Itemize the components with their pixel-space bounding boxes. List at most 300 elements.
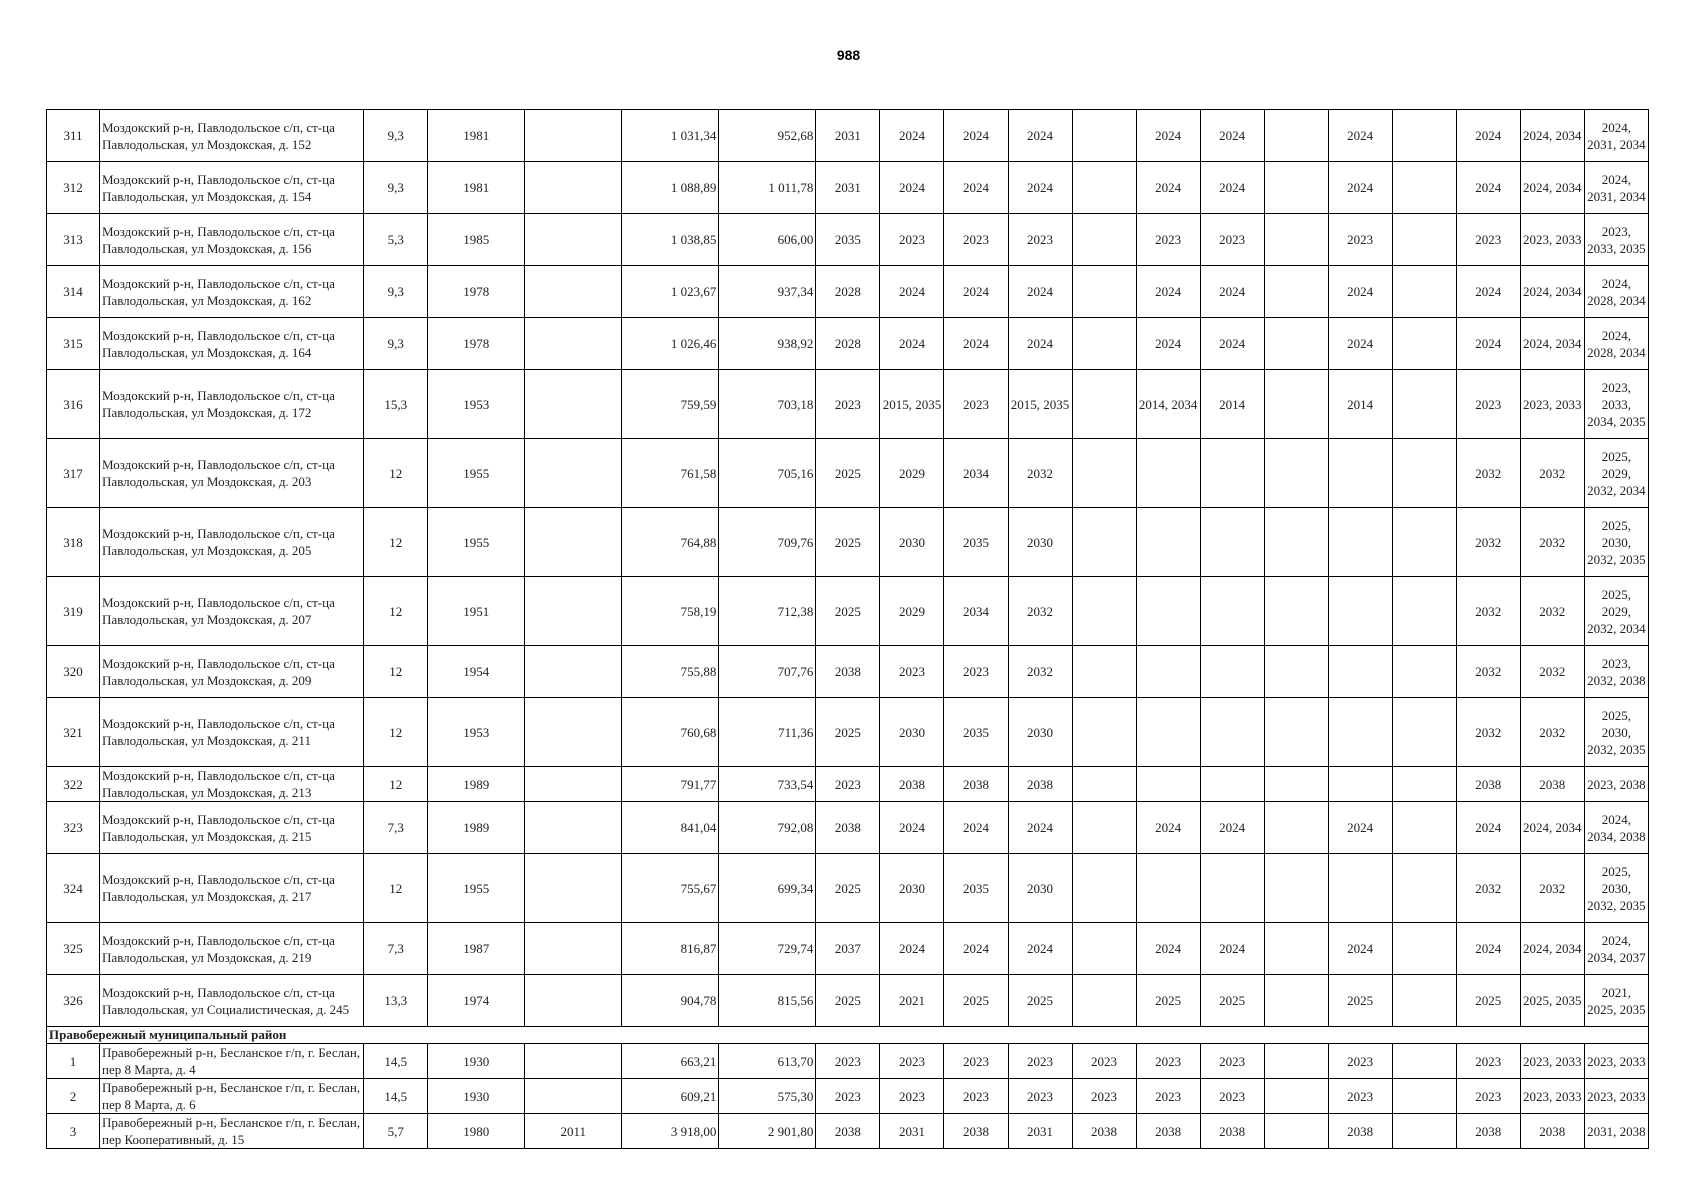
data-cell: 2030: [1008, 698, 1072, 767]
data-cell: 2024: [944, 318, 1008, 370]
data-cell: 1985: [428, 214, 525, 266]
data-cell: 1978: [428, 318, 525, 370]
data-cell: [1200, 439, 1264, 508]
data-cell: [1072, 646, 1136, 698]
data-cell: [1392, 646, 1456, 698]
data-cell: 2024: [944, 802, 1008, 854]
data-cell: 2023: [1456, 1044, 1520, 1079]
data-cell: 12: [364, 439, 428, 508]
data-cell: 2032: [1520, 508, 1584, 577]
row-number: 322: [47, 767, 100, 802]
data-cell: 2031, 2038: [1584, 1114, 1648, 1149]
data-cell: 707,76: [719, 646, 816, 698]
row-number: 315: [47, 318, 100, 370]
data-cell: 9,3: [364, 266, 428, 318]
data-cell: 606,00: [719, 214, 816, 266]
data-cell: 1 088,89: [622, 162, 719, 214]
data-cell: 2030: [880, 854, 944, 923]
data-cell: [1264, 439, 1328, 508]
data-cell: [1328, 646, 1392, 698]
data-cell: 2031: [1008, 1114, 1072, 1149]
data-cell: [1200, 508, 1264, 577]
data-cell: 2024, 2034: [1520, 923, 1584, 975]
data-cell: [525, 923, 622, 975]
data-cell: 2038: [1008, 767, 1072, 802]
data-cell: [1328, 767, 1392, 802]
data-cell: 2025: [816, 854, 880, 923]
data-cell: 2023: [944, 214, 1008, 266]
data-cell: [1392, 923, 1456, 975]
data-cell: 2038: [1520, 1114, 1584, 1149]
table-row: [47, 1044, 1649, 1079]
data-cell: 2038: [944, 767, 1008, 802]
data-cell: 2032: [1456, 854, 1520, 923]
data-cell: [525, 439, 622, 508]
data-cell: [1200, 767, 1264, 802]
data-cell: [1264, 577, 1328, 646]
data-cell: 952,68: [719, 110, 816, 162]
data-cell: [1392, 266, 1456, 318]
data-cell: 2024: [1328, 110, 1392, 162]
data-cell: [525, 646, 622, 698]
data-cell: 2025, 2029, 2032, 2034: [1584, 439, 1648, 508]
data-cell: 2038: [1136, 1114, 1200, 1149]
table-body-upper: [47, 110, 1649, 767]
data-cell: 2032: [1008, 439, 1072, 508]
data-cell: [1264, 854, 1328, 923]
data-cell: [1072, 508, 1136, 577]
data-cell: 2024: [1328, 266, 1392, 318]
data-cell: [1072, 923, 1136, 975]
data-cell: 2025: [816, 508, 880, 577]
data-cell: [1072, 318, 1136, 370]
data-cell: 2024: [1456, 110, 1520, 162]
data-cell: [1200, 854, 1264, 923]
address-cell: Моздокский р-н, Павлодольское с/п, ст-ца Павлодольская, ул Моздокская, д. 211: [100, 698, 364, 767]
data-cell: [1264, 214, 1328, 266]
data-cell: 2025: [944, 975, 1008, 1027]
row-number: 323: [47, 802, 100, 854]
data-cell: 2037: [816, 923, 880, 975]
data-cell: [525, 767, 622, 802]
data-cell: 2024: [880, 923, 944, 975]
data-cell: [1264, 646, 1328, 698]
data-cell: 2024, 2034: [1520, 318, 1584, 370]
data-cell: 2025, 2030, 2032, 2035: [1584, 698, 1648, 767]
data-cell: 15,3: [364, 370, 428, 439]
data-cell: [1264, 975, 1328, 1027]
data-cell: 2023, 2033: [1584, 1044, 1648, 1079]
table-row: [47, 1114, 1649, 1149]
data-cell: 7,3: [364, 923, 428, 975]
address-cell: Моздокский р-н, Павлодольское с/п, ст-ца Павлодольская, ул Моздокская, д. 213: [100, 767, 364, 802]
row-number: 3: [47, 1114, 100, 1149]
data-cell: 2024: [1328, 923, 1392, 975]
data-cell: 2024: [1456, 802, 1520, 854]
data-cell: 2011: [525, 1114, 622, 1149]
data-cell: 791,77: [622, 767, 719, 802]
data-cell: 2023, 2033, 2035: [1584, 214, 1648, 266]
address-cell: Моздокский р-н, Павлодольское с/п, ст-ца Павлодольская, ул Моздокская, д. 215: [100, 802, 364, 854]
data-cell: 2030: [880, 698, 944, 767]
data-cell: 2025: [1136, 975, 1200, 1027]
data-cell: 2023: [1072, 1079, 1136, 1114]
data-cell: 12: [364, 767, 428, 802]
data-cell: [1264, 318, 1328, 370]
data-cell: 12: [364, 577, 428, 646]
data-cell: 938,92: [719, 318, 816, 370]
row-number: 313: [47, 214, 100, 266]
data-cell: 1953: [428, 370, 525, 439]
data-cell: 699,34: [719, 854, 816, 923]
data-cell: 2023: [944, 1044, 1008, 1079]
data-cell: 1954: [428, 646, 525, 698]
data-cell: 2024, 2034, 2038: [1584, 802, 1648, 854]
row-number: 314: [47, 266, 100, 318]
data-cell: 2032: [1520, 646, 1584, 698]
data-cell: 2024: [1456, 162, 1520, 214]
data-cell: 2024: [1136, 266, 1200, 318]
data-cell: 2038: [1456, 1114, 1520, 1149]
table-body-pravoberezhny: [47, 1044, 1649, 1149]
data-cell: 2025: [1456, 975, 1520, 1027]
data-cell: 2023: [1200, 214, 1264, 266]
data-cell: 2024: [880, 802, 944, 854]
data-cell: 904,78: [622, 975, 719, 1027]
data-cell: 12: [364, 508, 428, 577]
data-cell: 2024: [1136, 802, 1200, 854]
table-section: [47, 1027, 1649, 1044]
data-cell: 2023: [1456, 214, 1520, 266]
data-cell: 2024: [1328, 802, 1392, 854]
data-cell: 2025: [1008, 975, 1072, 1027]
data-cell: [1136, 439, 1200, 508]
data-cell: 2023: [1136, 1079, 1200, 1114]
data-cell: 2023: [1328, 214, 1392, 266]
data-cell: [1072, 439, 1136, 508]
data-cell: 2030: [1008, 508, 1072, 577]
data-cell: [1328, 439, 1392, 508]
data-cell: [525, 1079, 622, 1114]
data-cell: 2038: [880, 767, 944, 802]
address-cell: Моздокский р-н, Павлодольское с/п, ст-ца Павлодольская, ул Моздокская, д. 209: [100, 646, 364, 698]
data-cell: 2014: [1328, 370, 1392, 439]
data-cell: [525, 318, 622, 370]
data-cell: 9,3: [364, 318, 428, 370]
data-cell: 2032: [1456, 439, 1520, 508]
data-cell: 1955: [428, 508, 525, 577]
data-cell: 5,3: [364, 214, 428, 266]
data-cell: [1072, 266, 1136, 318]
data-cell: 2024: [1456, 923, 1520, 975]
data-cell: 2024: [944, 110, 1008, 162]
data-cell: 2023: [816, 1044, 880, 1079]
data-cell: 2024: [1200, 162, 1264, 214]
data-cell: [1264, 698, 1328, 767]
data-cell: 759,59: [622, 370, 719, 439]
data-cell: 761,58: [622, 439, 719, 508]
data-cell: 1 038,85: [622, 214, 719, 266]
data-cell: [1264, 1114, 1328, 1149]
data-cell: [1200, 698, 1264, 767]
data-cell: [1072, 214, 1136, 266]
data-cell: 2024: [1328, 318, 1392, 370]
data-cell: [525, 508, 622, 577]
data-cell: [1136, 767, 1200, 802]
data-cell: 2024, 2034: [1520, 266, 1584, 318]
row-number: 2: [47, 1079, 100, 1114]
data-cell: 7,3: [364, 802, 428, 854]
data-cell: [1392, 1079, 1456, 1114]
data-cell: [1072, 802, 1136, 854]
data-cell: [1264, 508, 1328, 577]
table-row: [47, 698, 1649, 767]
data-cell: 1955: [428, 854, 525, 923]
data-cell: 2014: [1200, 370, 1264, 439]
data-cell: [1136, 508, 1200, 577]
data-cell: 2031: [880, 1114, 944, 1149]
data-cell: 1 031,34: [622, 110, 719, 162]
table-row: [47, 854, 1649, 923]
data-cell: 2023: [1072, 1044, 1136, 1079]
data-cell: 2023: [816, 767, 880, 802]
data-cell: 2024, 2031, 2034: [1584, 110, 1648, 162]
data-cell: 14,5: [364, 1079, 428, 1114]
data-cell: 12: [364, 646, 428, 698]
data-cell: 2038: [816, 646, 880, 698]
data-cell: 2024, 2034: [1520, 110, 1584, 162]
table-row: [47, 767, 1649, 802]
data-cell: 2023, 2032, 2038: [1584, 646, 1648, 698]
data-cell: 1989: [428, 802, 525, 854]
data-cell: [1264, 1044, 1328, 1079]
data-cell: 2035: [944, 508, 1008, 577]
data-cell: [1072, 975, 1136, 1027]
data-cell: 792,08: [719, 802, 816, 854]
data-cell: 2024: [1200, 110, 1264, 162]
data-cell: [1264, 802, 1328, 854]
data-cell: 705,16: [719, 439, 816, 508]
data-cell: 5,7: [364, 1114, 428, 1149]
data-cell: 2025, 2029, 2032, 2034: [1584, 577, 1648, 646]
section-row: [47, 1027, 1649, 1044]
table-row: [47, 923, 1649, 975]
data-cell: 1981: [428, 162, 525, 214]
data-cell: 2024: [1008, 110, 1072, 162]
data-cell: [525, 370, 622, 439]
data-cell: [1072, 698, 1136, 767]
data-cell: 2029: [880, 439, 944, 508]
data-cell: 2038: [1072, 1114, 1136, 1149]
data-cell: [525, 1044, 622, 1079]
data-cell: 2035: [944, 854, 1008, 923]
data-cell: 733,54: [719, 767, 816, 802]
data-cell: 2023: [1456, 370, 1520, 439]
data-cell: 816,87: [622, 923, 719, 975]
data-cell: [1136, 577, 1200, 646]
table-row: [47, 110, 1649, 162]
data-cell: [1392, 1044, 1456, 1079]
data-cell: 2024, 2034: [1520, 162, 1584, 214]
data-cell: 2024: [944, 266, 1008, 318]
data-cell: [1072, 577, 1136, 646]
data-cell: 1980: [428, 1114, 525, 1149]
data-cell: 2023: [880, 1044, 944, 1079]
data-cell: 2035: [944, 698, 1008, 767]
data-cell: 1989: [428, 767, 525, 802]
address-cell: Моздокский р-н, Павлодольское с/п, ст-ца Павлодольская, ул Моздокская, д. 203: [100, 439, 364, 508]
data-cell: 2024: [1200, 923, 1264, 975]
data-cell: 711,36: [719, 698, 816, 767]
data-cell: 2023, 2033, 2034, 2035: [1584, 370, 1648, 439]
data-cell: 2023, 2033: [1520, 370, 1584, 439]
data-cell: [1392, 508, 1456, 577]
address-cell: Моздокский р-н, Павлодольское с/п, ст-ца Павлодольская, ул Социалистическая, д. 245: [100, 975, 364, 1027]
data-cell: 609,21: [622, 1079, 719, 1114]
address-cell: Моздокский р-н, Павлодольское с/п, ст-ца Павлодольская, ул Моздокская, д. 164: [100, 318, 364, 370]
data-cell: 2024, 2034, 2037: [1584, 923, 1648, 975]
data-cell: 2032: [1456, 577, 1520, 646]
data-cell: 1951: [428, 577, 525, 646]
data-cell: 2024: [1008, 802, 1072, 854]
data-cell: 2038: [1200, 1114, 1264, 1149]
data-cell: 2015, 2035: [1008, 370, 1072, 439]
data-cell: [1328, 508, 1392, 577]
data-cell: 2023: [880, 1079, 944, 1114]
data-cell: 2024: [944, 923, 1008, 975]
data-cell: [1392, 802, 1456, 854]
data-cell: 2025: [816, 975, 880, 1027]
data-cell: 2024: [1200, 802, 1264, 854]
table-row: [47, 975, 1649, 1027]
row-number: 318: [47, 508, 100, 577]
data-cell: [1392, 975, 1456, 1027]
data-cell: 2023: [1008, 214, 1072, 266]
address-cell: Правобережный р-н, Бесланское г/п, г. Беслан, пер Кооперативный, д. 15: [100, 1114, 364, 1149]
data-cell: [525, 802, 622, 854]
data-cell: [1392, 767, 1456, 802]
data-cell: 2023: [1008, 1044, 1072, 1079]
data-cell: 2023: [1200, 1044, 1264, 1079]
data-cell: [1264, 370, 1328, 439]
data-cell: 1955: [428, 439, 525, 508]
row-number: 316: [47, 370, 100, 439]
data-cell: 2032: [1520, 698, 1584, 767]
data-cell: 2023: [944, 370, 1008, 439]
data-cell: 2031: [816, 110, 880, 162]
data-cell: 1981: [428, 110, 525, 162]
data-cell: 1 023,67: [622, 266, 719, 318]
table-row: [47, 266, 1649, 318]
data-cell: [1392, 318, 1456, 370]
data-cell: 2021: [880, 975, 944, 1027]
address-cell: Моздокский р-н, Павлодольское с/п, ст-ца Павлодольская, ул Моздокская, д. 217: [100, 854, 364, 923]
data-cell: 2024, 2031, 2034: [1584, 162, 1648, 214]
data-cell: 2024: [1136, 318, 1200, 370]
data-cell: 2025: [1200, 975, 1264, 1027]
data-cell: 613,70: [719, 1044, 816, 1079]
data-cell: [1072, 110, 1136, 162]
data-cell: [1264, 162, 1328, 214]
data-cell: 1974: [428, 975, 525, 1027]
data-cell: [1200, 577, 1264, 646]
data-cell: 2024: [880, 318, 944, 370]
table-row: [47, 1079, 1649, 1114]
data-cell: 2023: [816, 370, 880, 439]
data-cell: 2021, 2025, 2035: [1584, 975, 1648, 1027]
data-cell: 2024: [944, 162, 1008, 214]
row-number: 311: [47, 110, 100, 162]
data-cell: 2038: [1520, 767, 1584, 802]
data-cell: 9,3: [364, 162, 428, 214]
row-number: 319: [47, 577, 100, 646]
data-cell: [1136, 646, 1200, 698]
data-cell: [1264, 1079, 1328, 1114]
address-cell: Моздокский р-н, Павлодольское с/п, ст-ца Павлодольская, ул Моздокская, д. 154: [100, 162, 364, 214]
data-cell: [525, 577, 622, 646]
data-cell: 2024: [1008, 318, 1072, 370]
data-cell: 2030: [880, 508, 944, 577]
data-cell: 2023: [1136, 1044, 1200, 1079]
data-cell: 1 026,46: [622, 318, 719, 370]
data-cell: 2024: [880, 266, 944, 318]
data-cell: [1072, 854, 1136, 923]
data-cell: 2024: [1200, 266, 1264, 318]
data-cell: 2024: [1008, 162, 1072, 214]
data-cell: [1200, 646, 1264, 698]
address-cell: Правобережный р-н, Бесланское г/п, г. Беслан, пер 8 Марта, д. 6: [100, 1079, 364, 1114]
data-cell: [525, 854, 622, 923]
data-cell: 815,56: [719, 975, 816, 1027]
data-cell: 2024: [880, 110, 944, 162]
data-cell: 2023, 2033: [1520, 1044, 1584, 1079]
data-cell: 1987: [428, 923, 525, 975]
address-cell: Моздокский р-н, Павлодольское с/п, ст-ца Павлодольская, ул Моздокская, д. 219: [100, 923, 364, 975]
data-cell: 1 011,78: [719, 162, 816, 214]
data-cell: 2024: [1136, 110, 1200, 162]
data-cell: 2024: [1136, 923, 1200, 975]
data-cell: 841,04: [622, 802, 719, 854]
data-cell: 1953: [428, 698, 525, 767]
data-cell: 2023, 2033: [1584, 1079, 1648, 1114]
data-cell: [1392, 698, 1456, 767]
data-cell: 760,68: [622, 698, 719, 767]
data-cell: 2024: [1328, 162, 1392, 214]
data-cell: 2034: [944, 439, 1008, 508]
data-cell: 2023: [1328, 1044, 1392, 1079]
data-cell: [1392, 439, 1456, 508]
data-cell: 2023: [944, 646, 1008, 698]
data-cell: 9,3: [364, 110, 428, 162]
data-cell: [1136, 854, 1200, 923]
data-cell: [1328, 854, 1392, 923]
data-cell: 758,19: [622, 577, 719, 646]
data-cell: 703,18: [719, 370, 816, 439]
data-cell: 2024, 2034: [1520, 802, 1584, 854]
table-row: [47, 646, 1649, 698]
address-cell: Моздокский р-н, Павлодольское с/п, ст-ца Павлодольская, ул Моздокская, д. 172: [100, 370, 364, 439]
data-cell: 2029: [880, 577, 944, 646]
data-cell: 2023: [1328, 1079, 1392, 1114]
row-number: 320: [47, 646, 100, 698]
data-cell: 2023: [1008, 1079, 1072, 1114]
data-cell: [1264, 767, 1328, 802]
table-row: [47, 162, 1649, 214]
data-cell: 2023: [880, 646, 944, 698]
data-cell: 755,88: [622, 646, 719, 698]
data-cell: [1392, 162, 1456, 214]
data-cell: 2028: [816, 266, 880, 318]
